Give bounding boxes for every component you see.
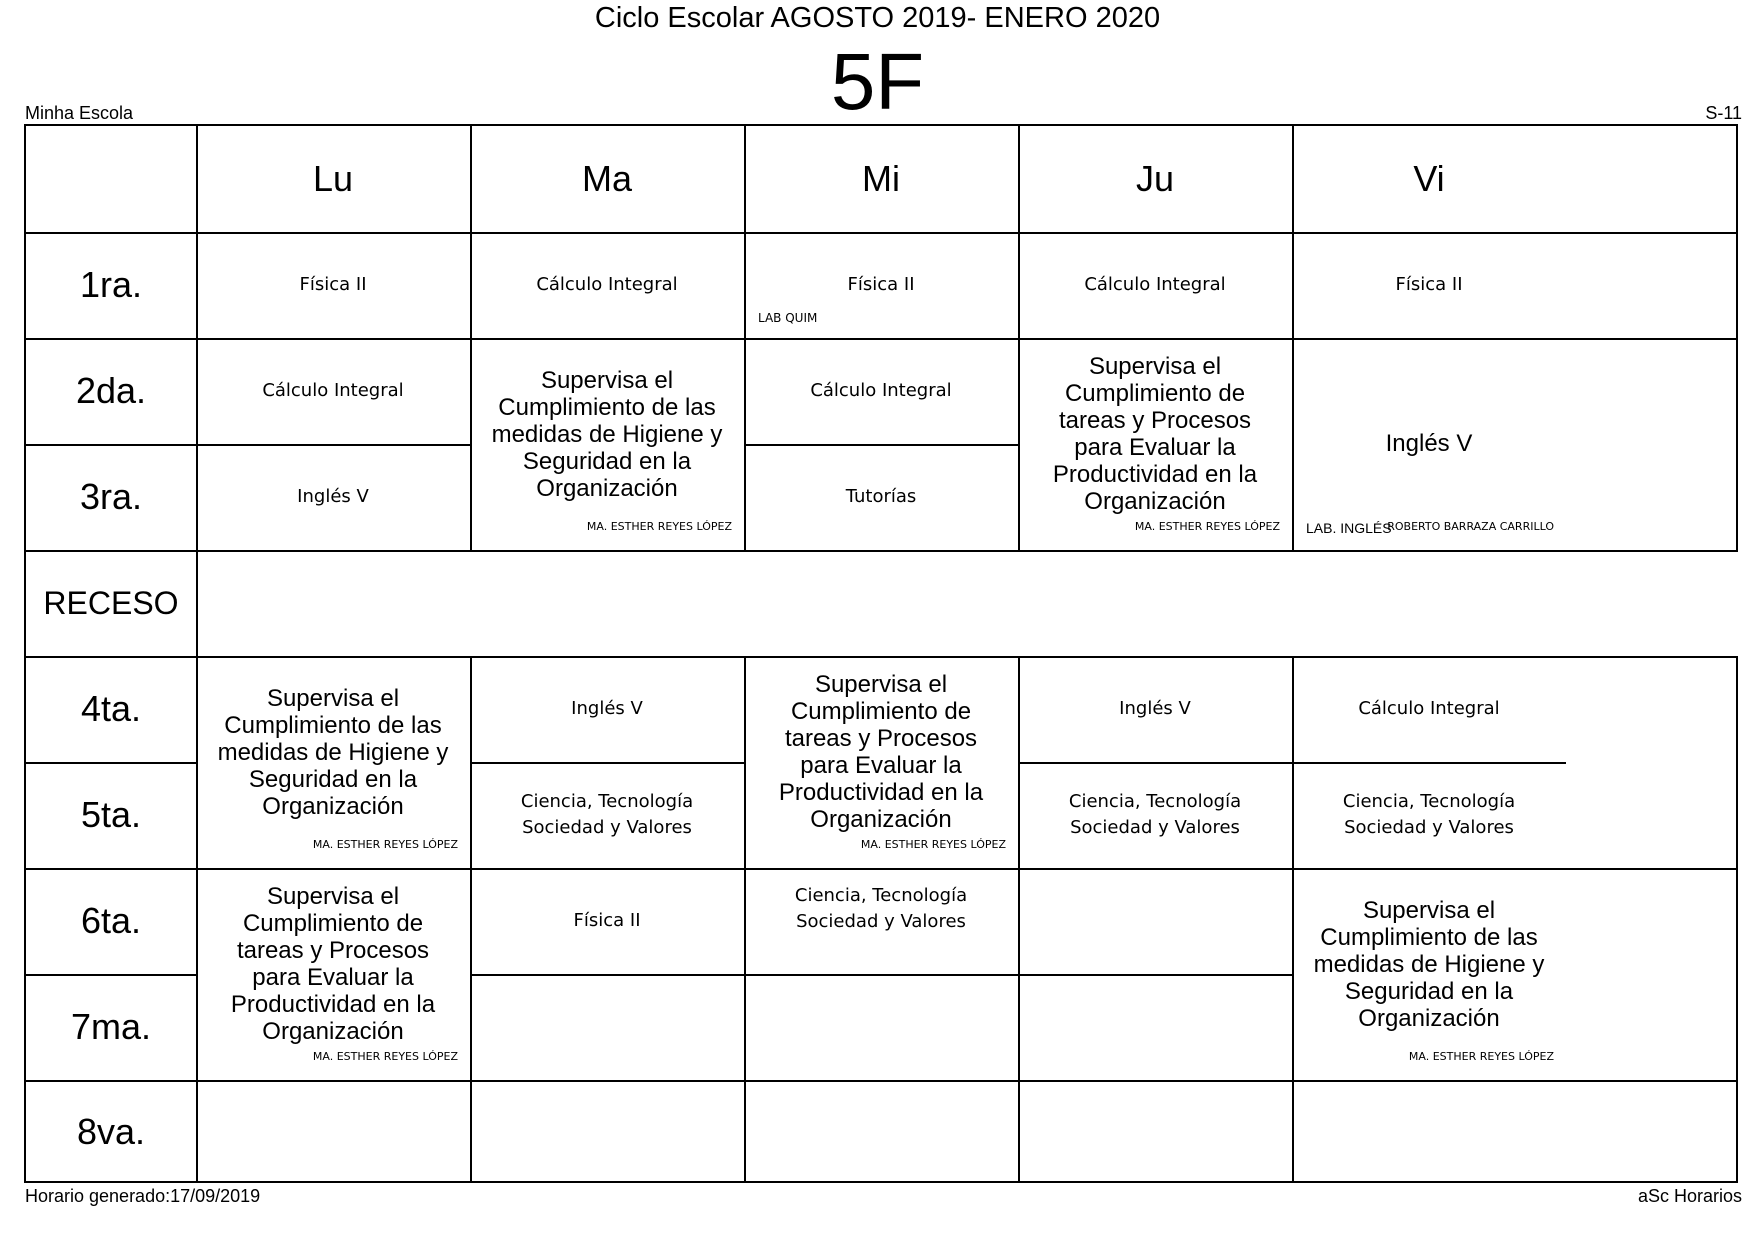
lesson-cell (1018, 762, 1292, 868)
schedule-subtitle: Ciclo Escolar AGOSTO 2019- ENERO 2020 (594, 2, 1161, 34)
lesson-cell (1292, 656, 1566, 762)
lesson-subject: Física II (573, 910, 641, 931)
lesson-subject: Supervisa el Cumplimiento de las medidas de Higiene y Seguridad en la Organización (217, 684, 449, 820)
lesson-cell (470, 338, 744, 550)
lesson-subject: Física II (847, 274, 915, 295)
lesson-cell (196, 656, 470, 868)
lesson-cell (1292, 232, 1566, 338)
lesson-subject: Ciencia, Tecnología Sociedad y Valores (520, 791, 694, 838)
lesson-cell (470, 656, 744, 762)
lesson-cell (470, 762, 744, 868)
lesson-subject: Inglés V (297, 486, 369, 507)
lesson-subject: Supervisa el Cumplimiento de tareas y Procesos para Evaluar la Productividad en la Organización (230, 883, 436, 1045)
lesson-teacher: ROBERTO BARRAZA CARRILLO (1387, 520, 1554, 533)
period-label-8: 8va. (76, 1110, 146, 1152)
lesson-cell (1018, 232, 1292, 338)
lesson-subject: Supervisa el Cumplimiento de las medidas de Higiene y Seguridad en la Organización (491, 366, 723, 502)
lesson-cell (744, 656, 1018, 868)
lesson-cell (196, 338, 470, 444)
timetable-grid (24, 124, 1738, 1183)
lesson-cell (744, 338, 1018, 444)
period-label-5: 5ta. (80, 794, 142, 835)
period-label-1: 1ra. (79, 264, 143, 305)
lesson-teacher: MA. ESTHER REYES LÓPEZ (860, 838, 1006, 851)
period-label-7: 7ma. (70, 1006, 152, 1047)
lesson-subject: Supervisa el Cumplimiento de tareas y Procesos para Evaluar la Productividad en la Organización (1052, 353, 1258, 515)
receso-band (198, 552, 1738, 656)
lesson-subject: Física II (1395, 274, 1463, 295)
lesson-subject: Inglés V (1119, 698, 1191, 719)
lesson-subject: Inglés V (571, 698, 643, 719)
day-header-mi: Mi (862, 158, 900, 199)
group-title: 5F (830, 37, 925, 126)
lesson-teacher: MA. ESTHER REYES LÓPEZ (1408, 1050, 1554, 1063)
lesson-teacher: MA. ESTHER REYES LÓPEZ (312, 1050, 458, 1063)
lesson-subject: Física II (299, 274, 367, 295)
lesson-subject: Ciencia, Tecnología Sociedad y Valores (1068, 791, 1242, 838)
lesson-subject: Supervisa el Cumplimiento de tareas y Procesos para Evaluar la Productividad en la Organización (778, 671, 984, 833)
software-credit: aSc Horarios (1637, 1186, 1742, 1206)
lesson-cell (196, 232, 470, 338)
lesson-cell (744, 232, 1018, 338)
lesson-subject: Cálculo Integral (810, 380, 952, 401)
lesson-room: LAB. INGLÉS (1306, 520, 1392, 536)
lesson-cell (1292, 762, 1566, 868)
school-name: Minha Escola (25, 103, 134, 123)
lesson-teacher: MA. ESTHER REYES LÓPEZ (586, 520, 732, 533)
lesson-teacher: MA. ESTHER REYES LÓPEZ (1134, 520, 1280, 533)
lesson-cell (1018, 656, 1292, 762)
period-label-3: 3ra. (79, 476, 143, 517)
lesson-subject: Inglés V (1385, 430, 1473, 457)
lesson-subject: Supervisa el Cumplimiento de las medidas de Higiene y Seguridad en la Organización (1313, 896, 1545, 1032)
generated-date: Horario generado:17/09/2019 (25, 1186, 261, 1206)
day-header-lu: Lu (312, 158, 354, 199)
lesson-subject: Cálculo Integral (1084, 274, 1226, 295)
lesson-cell (1292, 868, 1566, 1080)
lesson-cell (470, 868, 744, 974)
lesson-subject: Cálculo Integral (536, 274, 678, 295)
lesson-cell (1292, 338, 1566, 550)
day-header-ju: Ju (1135, 158, 1175, 199)
lesson-cell (744, 444, 1018, 550)
period-label-receso: RECESO (43, 584, 179, 621)
lesson-teacher: MA. ESTHER REYES LÓPEZ (312, 838, 458, 851)
lesson-subject: Ciencia, Tecnología Sociedad y Valores (1342, 791, 1516, 838)
lesson-cell (196, 444, 470, 550)
grid-line (470, 974, 1292, 976)
lesson-cell (744, 868, 1018, 950)
lesson-cell (1018, 338, 1292, 550)
lesson-room: LAB QUIM (758, 311, 818, 325)
grid-line (26, 1080, 1736, 1082)
period-label-2: 2da. (75, 370, 147, 411)
day-header-vi: Vi (1413, 158, 1445, 199)
lesson-subject: Tutorías (845, 486, 917, 507)
lesson-subject: Cálculo Integral (262, 380, 404, 401)
lesson-subject: Cálculo Integral (1358, 698, 1500, 719)
period-label-6: 6ta. (80, 900, 142, 941)
lesson-cell (470, 232, 744, 338)
lesson-subject: Ciencia, Tecnología Sociedad y Valores (794, 885, 968, 932)
period-label-4: 4ta. (80, 688, 142, 729)
day-header-ma: Ma (581, 158, 632, 199)
lesson-cell (196, 868, 470, 1080)
room-code: S-11 (1705, 103, 1742, 123)
